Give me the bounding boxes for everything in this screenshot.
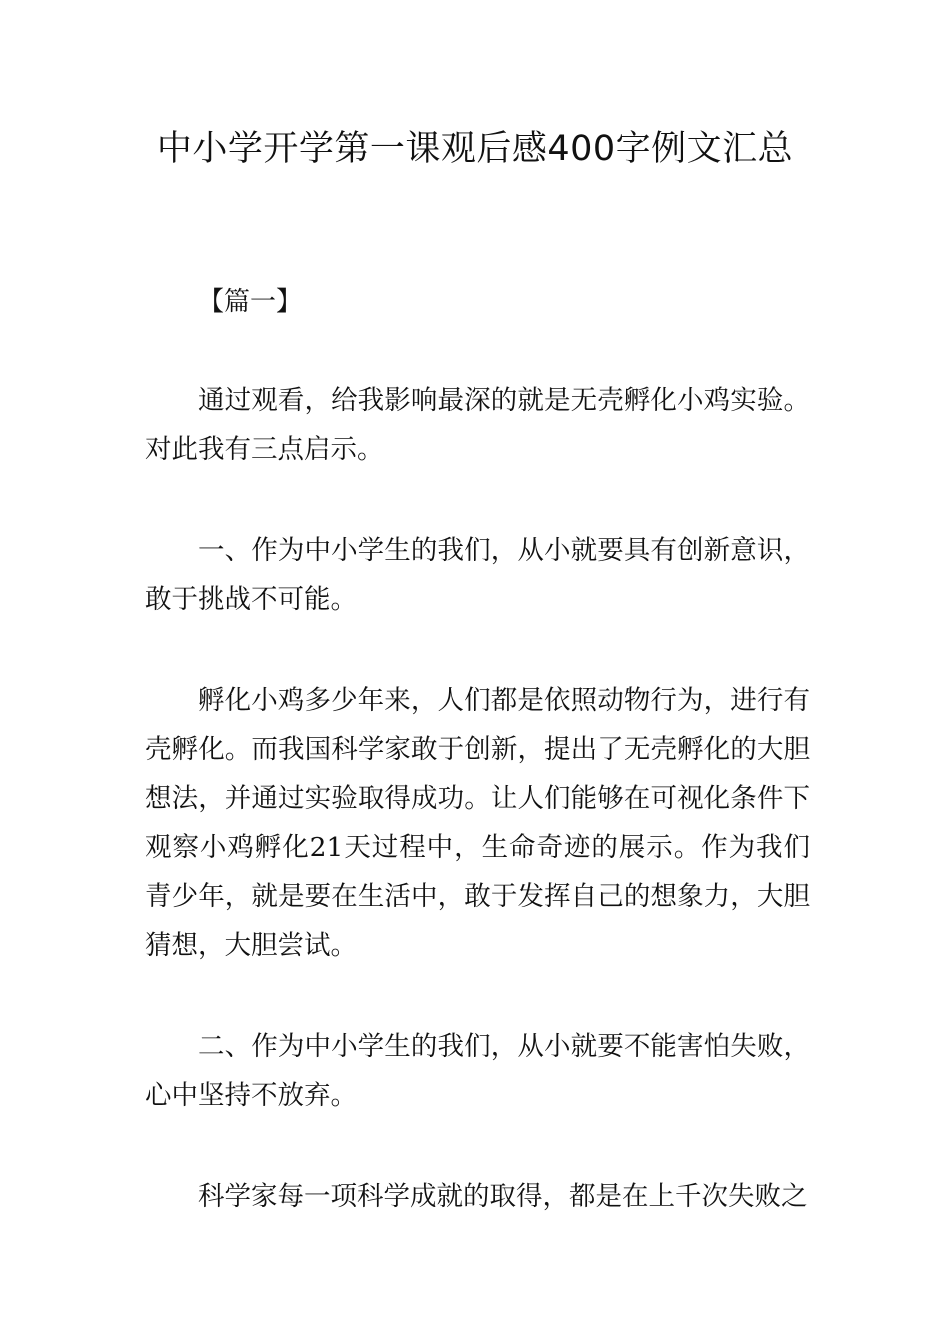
paragraph-intro: 通过观看，给我影响最深的就是无壳孵化小鸡实验。对此我有三点启示。 — [145, 385, 810, 465]
document-title: 中小学开学第一课观后感400字例文汇总 — [156, 129, 794, 169]
paragraph-point-two: 二、作为中小学生的我们，从小就要不能害怕失败，心中坚持不放弃。 — [145, 1031, 810, 1111]
paragraph-point-two-detail: 科学家每一项科学成就的取得，都是在上千次失败之 — [198, 1181, 808, 1212]
section-label: 【篇一】 — [198, 287, 303, 317]
paragraph-point-one: 一、作为中小学生的我们，从小就要具有创新意识，敢于挑战不可能。 — [145, 535, 810, 615]
paragraph-point-one-detail: 孵化小鸡多少年来，人们都是依照动物行为，进行有壳孵化。而我国科学家敢于创新，提出了无壳孵化的大胆想法，并通过实验取得成功。让人们能够在可视化条件下观察小鸡孵化21天过程中，生命奇迹的展示。作为我们青少年，就是要在生活中，敢于发挥自己的想象力，大胆猜想，大胆尝试。 — [145, 685, 810, 961]
